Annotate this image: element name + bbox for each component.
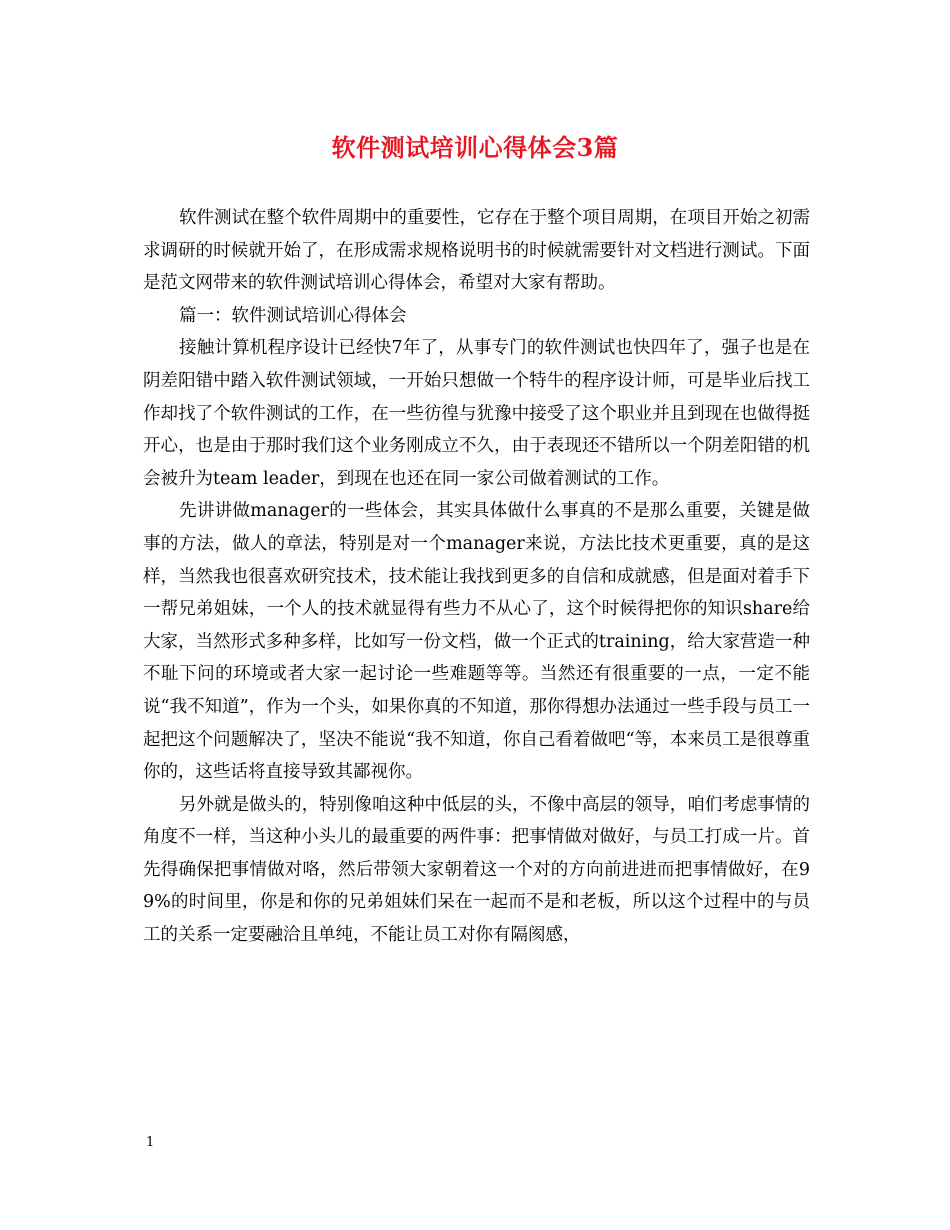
section-heading: 篇一：软件测试培训心得体会: [179, 305, 407, 326]
body-paragraph: 接触计算机程序设计已经快7年了，从事专门的软件测试也快四年了，强子也是在阴差阳错中踏入软件测试领域，一开始只想做一个特牛的程序设计师，可是毕业后找工作却找了个软件测试的工作，在一些彷徨与犹豫中接受了这个职业并且到现在也做得挺开心，也是由于那时我们这个业务刚成立不久，由于表现还不错所以一个阴差阳错的机会被升为team leader，到现在也还在同一家公司做着测试的工作。: [143, 338, 810, 489]
body-paragraph: 先讲讲做manager的一些体会，其实具体做什么事真的不是那么重要，关键是做事的方法，做人的章法，特别是对一个manager来说，方法比技术更重要，真的是这样，当然我也很喜欢研究技术，技术能让我找到更多的自信和成就感，但是面对着手下一帮兄弟姐妹，一个人的技术就显得有些力不从心了，这个时候得把你的知识share给大家，当然形式多种多样，比如写一份文档，做一个正式的training，给大家营造一种不耻下问的环境或者大家一起讨论一些难题等等。当然还有很重要的一点，一定不能说“我不知道”，作为一个头，如果你真的不知道，那你得想办法通过一些手段与员工一起把这个问题解决了，坚决不能说“我不知道，你自己看着做吧“等，本来员工是很尊重你的，这些话将直接导致其鄙视你。: [143, 501, 810, 783]
document-body: [143, 202, 810, 952]
body-paragraph: 另外就是做头的，特别像咱这种中低层的头，不像中高层的领导，咱们考虑事情的角度不一样，当这种小头儿的最重要的两件事：把事情做对做好，与员工打成一片。首先得确保把事情做对咯，然后带领大家朝着这一个对的方向前进进而把事情做好，在99%的时间里，你是和你的兄弟姐妹们呆在一起而不是和老板，所以这个过程中的与员工的关系一定要融洽且单纯，不能让员工对你有隔阂感，: [143, 794, 810, 946]
document-title: 软件测试培训心得体会3篇: [331, 133, 619, 162]
page-number: 1: [146, 1135, 155, 1150]
intro-paragraph: 软件测试在整个软件周期中的重要性，它存在于整个项目周期，在项目开始之初需求调研的时候就开始了，在形成需求规格说明书的时候就需要针对文档进行测试。下面是范文网带来的软件测试培训心得体会，希望对大家有帮助。: [143, 208, 810, 294]
